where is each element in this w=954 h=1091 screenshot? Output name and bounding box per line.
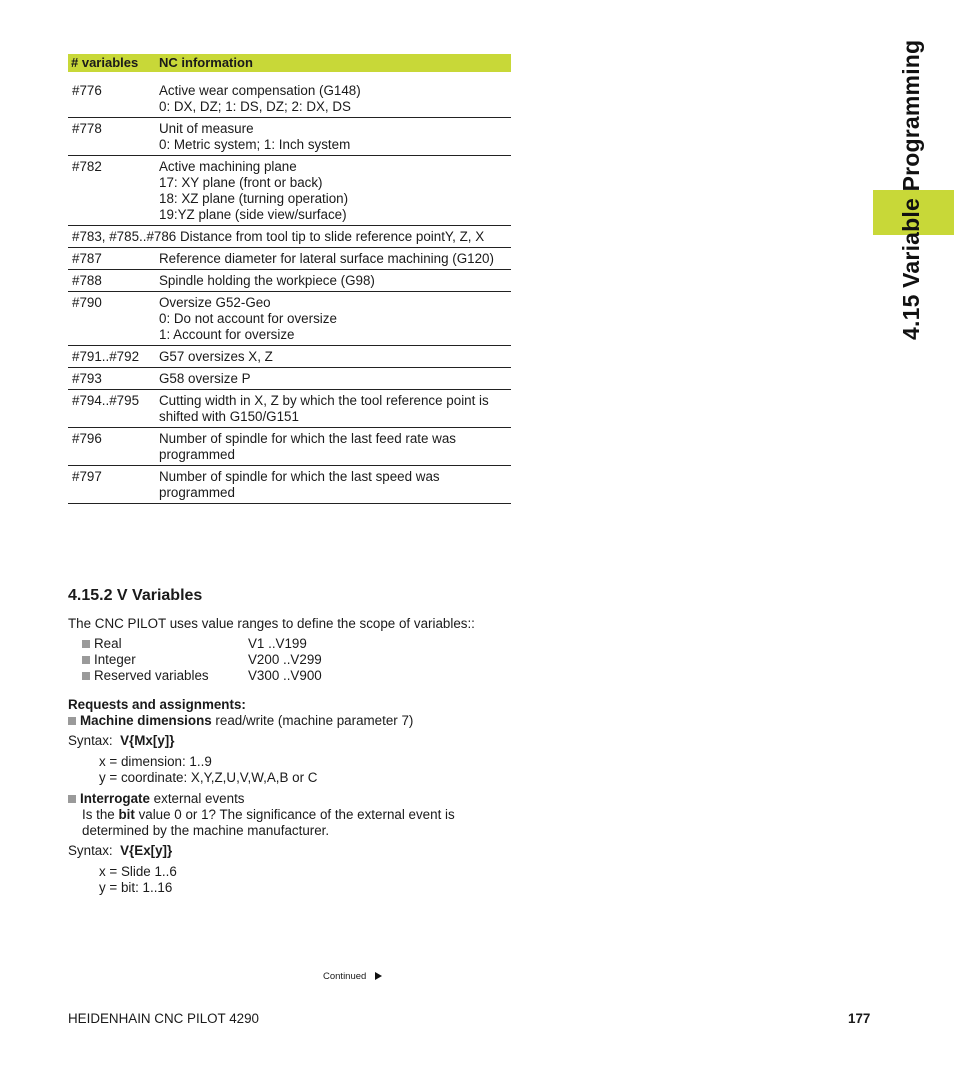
interrogate-item: Interrogate external events (68, 791, 245, 807)
table-cell-line: programmed (159, 447, 235, 462)
table-cell-variable: #794..#795 (68, 390, 156, 428)
table-cell-info (156, 428, 511, 466)
header-variables: # variables (68, 54, 156, 72)
bullet-icon (68, 795, 76, 803)
interrogate-line-1: Is the bit value 0 or 1? The significance of the external event is (82, 807, 455, 822)
table-cell-variable: #793 (68, 368, 156, 390)
table-cell-info (156, 368, 511, 390)
table-cell-variable: #790 (68, 292, 156, 346)
syntax2-x: x = Slide 1..6 (99, 864, 177, 879)
table-row (68, 292, 511, 346)
table-cell-info (156, 248, 511, 270)
table-cell-info (156, 466, 511, 504)
table-cell-line: Active wear compensation (G148) (159, 83, 361, 98)
table-row (68, 428, 511, 466)
table-row (68, 346, 511, 368)
table-cell-line: Active machining plane (159, 159, 297, 174)
table-cell-line: 17: XY plane (front or back) (159, 175, 323, 190)
table-cell-line: Spindle holding the workpiece (G98) (159, 273, 375, 288)
interrogate-line-2: determined by the machine manufacturer. (82, 823, 330, 838)
sidebar-title: 4.15 Variable Programming (898, 39, 924, 340)
syntax1-y: y = coordinate: X,Y,Z,U,V,W,A,B or C (99, 770, 318, 785)
bullet-icon (82, 656, 90, 664)
table-cell-line: 18: XZ plane (turning operation) (159, 191, 349, 206)
table-cell-line: Oversize G52-Geo (159, 295, 271, 310)
intro-text: The CNC PILOT uses value ranges to define the scope of variables:: (68, 616, 475, 631)
range-list (82, 636, 322, 684)
table-cell-info (156, 292, 511, 346)
table-cell-line: 0: Do not account for oversize (159, 311, 337, 326)
table-row (68, 390, 511, 428)
bullet-icon (82, 672, 90, 680)
bullet-icon (68, 717, 76, 725)
table-cell-line: Cutting width in X, Z by which the tool reference point is (159, 393, 489, 408)
table-cell-info (156, 156, 511, 226)
table-row (68, 368, 511, 390)
table-cell-line: G57 oversizes X, Z (159, 349, 273, 364)
play-arrow-icon (375, 972, 382, 980)
table-cell-info (156, 270, 511, 292)
bullet-icon (82, 640, 90, 648)
footer-product: HEIDENHAIN CNC PILOT 4290 (68, 1011, 259, 1026)
table-cell-span: #783, #785..#786 Distance from tool tip to slide reference pointY, Z, X (68, 226, 511, 248)
table-body (68, 72, 511, 504)
syntax-line-2: Syntax: V{Ex[y]} (68, 843, 173, 858)
table-cell-variable: #778 (68, 118, 156, 156)
table-cell-line: shifted with G150/G151 (159, 409, 299, 424)
table-cell-line: Unit of measure (159, 121, 254, 136)
table-header-row (68, 54, 511, 72)
table-cell-info (156, 346, 511, 368)
machine-dimensions-item: Machine dimensions read/write (machine parameter 7) (68, 713, 413, 729)
table-cell-line: Number of spindle for which the last feed rate was (159, 431, 456, 446)
list-item: Real V1 ..V199 (82, 636, 322, 652)
requests-heading: Requests and assignments: (68, 697, 246, 712)
table-row (68, 118, 511, 156)
continued-link[interactable]: Continued (323, 971, 382, 983)
table-cell-line: 1: Account for oversize (159, 327, 295, 342)
table-row (68, 156, 511, 226)
table-row (68, 270, 511, 292)
syntax-line-1: Syntax: V{Mx[y]} (68, 733, 175, 748)
table-cell-line: Reference diameter for lateral surface machining (G120) (159, 251, 494, 266)
table-row (68, 226, 511, 248)
table-cell-variable: #782 (68, 156, 156, 226)
table-row (68, 466, 511, 504)
table-row (68, 72, 511, 118)
page-number: 177 (848, 1011, 871, 1026)
list-item: Reserved variables V300 ..V900 (82, 668, 322, 684)
variables-table (68, 54, 511, 504)
table-cell-line: 19:YZ plane (side view/surface) (159, 207, 347, 222)
table-cell-info (156, 72, 511, 118)
table-cell-variable: #776 (68, 72, 156, 118)
table-row (68, 248, 511, 270)
section-heading: 4.15.2 V Variables (68, 587, 203, 604)
header-nc-information: NC information (156, 54, 511, 72)
table-cell-variable: #797 (68, 466, 156, 504)
syntax2-y: y = bit: 1..16 (99, 880, 173, 895)
list-item: Integer V200 ..V299 (82, 652, 322, 668)
table-cell-variable: #796 (68, 428, 156, 466)
table-cell-info (156, 118, 511, 156)
table-cell-variable: #787 (68, 248, 156, 270)
table-cell-line: 0: DX, DZ; 1: DS, DZ; 2: DX, DS (159, 99, 351, 114)
table-cell-line: Number of spindle for which the last speed was (159, 469, 440, 484)
table-cell-variable: #788 (68, 270, 156, 292)
syntax1-x: x = dimension: 1..9 (99, 754, 212, 769)
table-cell-line: programmed (159, 485, 235, 500)
table-cell-line: G58 oversize P (159, 371, 251, 386)
table-cell-variable: #791..#792 (68, 346, 156, 368)
table-cell-line: 0: Metric system; 1: Inch system (159, 137, 351, 152)
table-cell-info (156, 390, 511, 428)
